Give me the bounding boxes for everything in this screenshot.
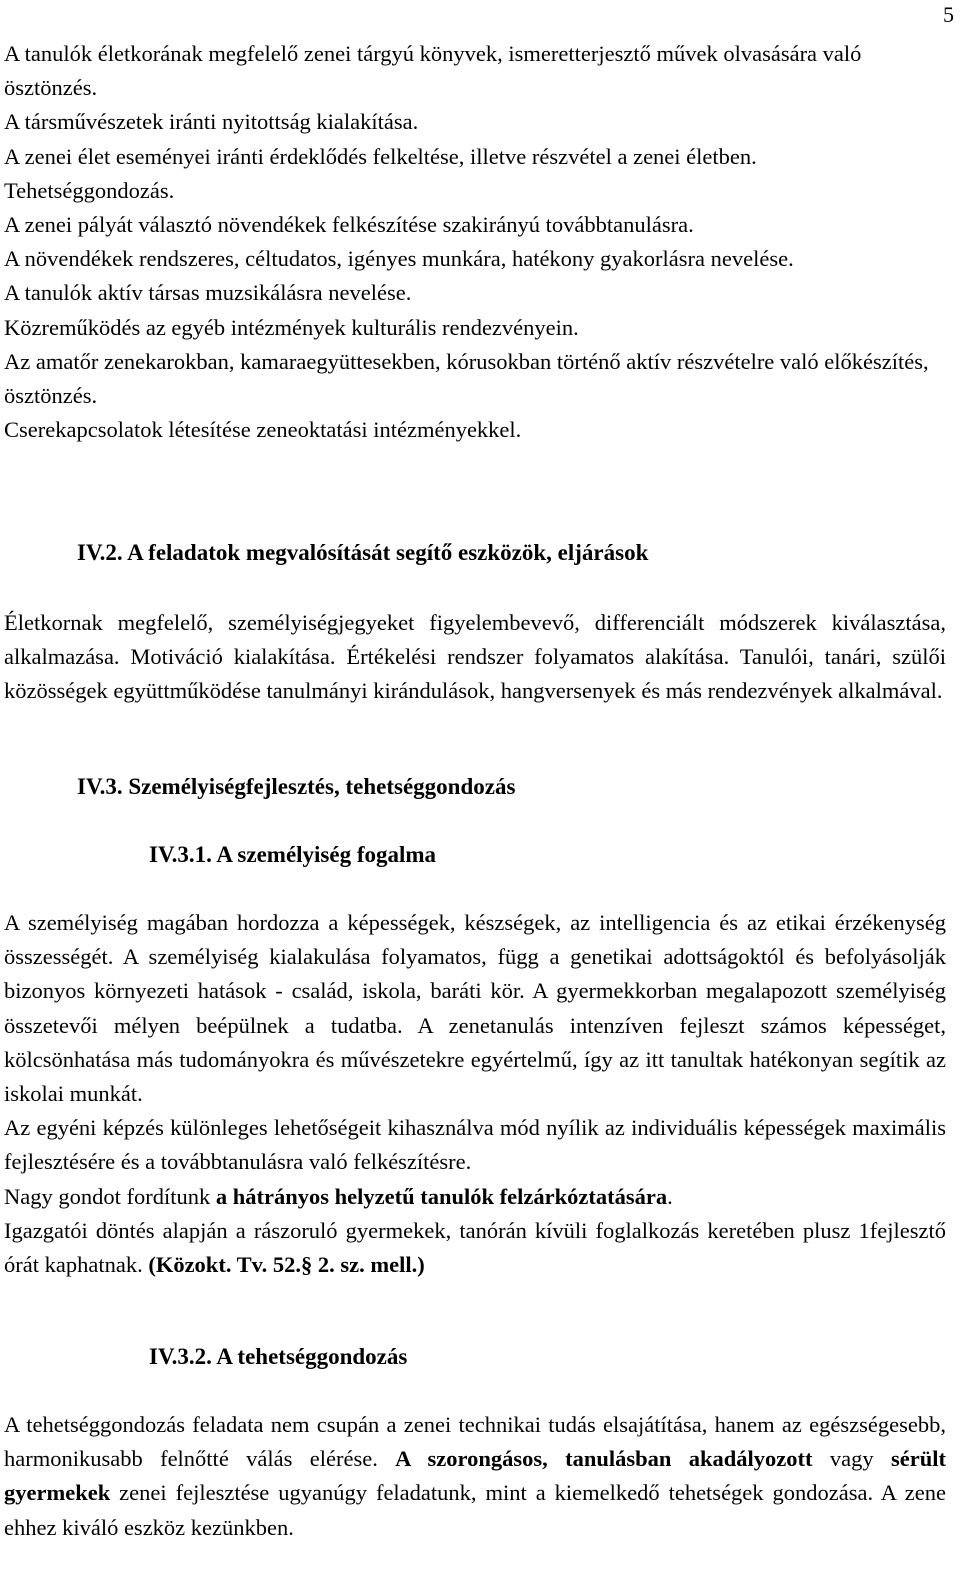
section-iv31-body (4, 906, 946, 1282)
section-iv2-paragraph: Életkornak megfelelő, személyiségjegyeket figyelembevevő, differenciált módszerek kiválasztása, alkalmazása. Motiváció kialakítása. Értékelési rendszer folyamatos alakítása. Tanulói, tanári, szülői közösségek együttműködése tanulmányi kirándulások, hangversenyek és más rendezvények alkalmával. (4, 610, 946, 704)
p4-law-reference: (Közokt. Tv. 52.§ 2. sz. mell.) (148, 1252, 425, 1278)
page-number: 5 (943, 2, 954, 27)
section-heading-iv31: IV.3.1. A személyiség fogalma (149, 842, 437, 867)
iv32-text-1: A tehetséggondozás feladata nem csupán a zenei technikai tudás elsajátítása, hanem az egészségesebb, harmonikusabb felnőtté válás elérése. (4, 1412, 946, 1472)
goals-list (4, 37, 948, 447)
goal-item: A tanulók életkorának megfelelő zenei tárgyú könyvek, ismeretterjesztő művek olvasására való ösztönzés. (4, 41, 862, 101)
p4-text: Igazgatói döntés alapján a rászoruló gyermekek, tanórán kívüli foglalkozás keretében plusz 1fejlesztő órát kaphatnak. (4, 1217, 946, 1278)
iv32-emphasis-2: sérült gyermekek (4, 1446, 946, 1506)
goal-item: Közreműködés az egyéb intézmények kulturális rendezvényein. (4, 314, 579, 340)
section-heading-iv3: IV.3. Személyiségfejlesztés, tehetséggondozás (77, 774, 516, 799)
goal-item: A társművészetek iránti nyitottság kialakítása. (4, 109, 419, 135)
iv32-emphasis-1: A szorongásos, tanulásban akadályozott (395, 1446, 813, 1472)
p3-end: . (667, 1183, 673, 1209)
iv32-text-2: vagy (812, 1446, 891, 1472)
goal-item: Cserekapcsolatok létesítése zeneoktatási intézményekkel. (4, 417, 522, 443)
p3-text: Nagy gondot fordítunk (4, 1183, 216, 1209)
p3-emphasis: a hátrányos helyzetű tanulók felzárkóztatására (215, 1183, 668, 1209)
section-iv31-paragraph-4 (4, 1214, 946, 1282)
section-heading-iv2: IV.2. A feladatok megvalósítását segítő eszközök, eljárások (77, 540, 649, 565)
goal-item: A tanulók aktív társas muzsikálásra nevelése. (4, 280, 412, 306)
iv32-text-3: zenei fejlesztése ugyanúgy feladatunk, mint a kiemelkedő tehetségek gondozása. A zene ehhez kiváló eszköz kezünkben. (4, 1480, 946, 1540)
section-iv31-paragraph-3 (4, 1180, 946, 1214)
goal-item: Az amatőr zenekarokban, kamaraegyüttesekben, kórusokban történő aktív részvételre való előkészítés, ösztönzés. (4, 348, 929, 409)
section-heading-iv32: IV.3.2. A tehetséggondozás (149, 1344, 408, 1369)
section-iv32-paragraph (4, 1408, 946, 1545)
section-iv31-paragraph-2: Az egyéni képzés különleges lehetőségeit kihasználva mód nyílik az individuális képességek maximális fejlesztésére és a továbbtanulásra való felkészítésre. (4, 1115, 946, 1175)
goal-item: A zenei pályát választó növendékek felkészítése szakirányú továbbtanulásra. (4, 212, 694, 238)
goal-item: A zenei élet eseményei iránti érdeklődés felkeltése, illetve részvétel a zenei életben. (4, 143, 757, 169)
goal-item: Tehetséggondozás. (4, 177, 175, 203)
section-iv31-paragraph-1: A személyiség magában hordozza a képességek, készségek, az intelligencia és az etikai érzékenység összességét. A személyiség kialakulása folyamatos, függ a genetikai adottságoktól és befolyásolják bizonyos környezeti hatások - család, iskola, baráti kör. A gyermekkorban megalapozott személyiség összetevői mélyen beépülnek a tudatba. A zenetanulás intenzíven fejleszt számos képességet, kölcsönhatása más tudományokra és művészetekre egyértelmű, így az itt tanultak hatékonyan segítik az iskolai munkát. (4, 910, 946, 1107)
goal-item: A növendékek rendszeres, céltudatos, igényes munkára, hatékony gyakorlásra nevelése. (4, 246, 794, 272)
